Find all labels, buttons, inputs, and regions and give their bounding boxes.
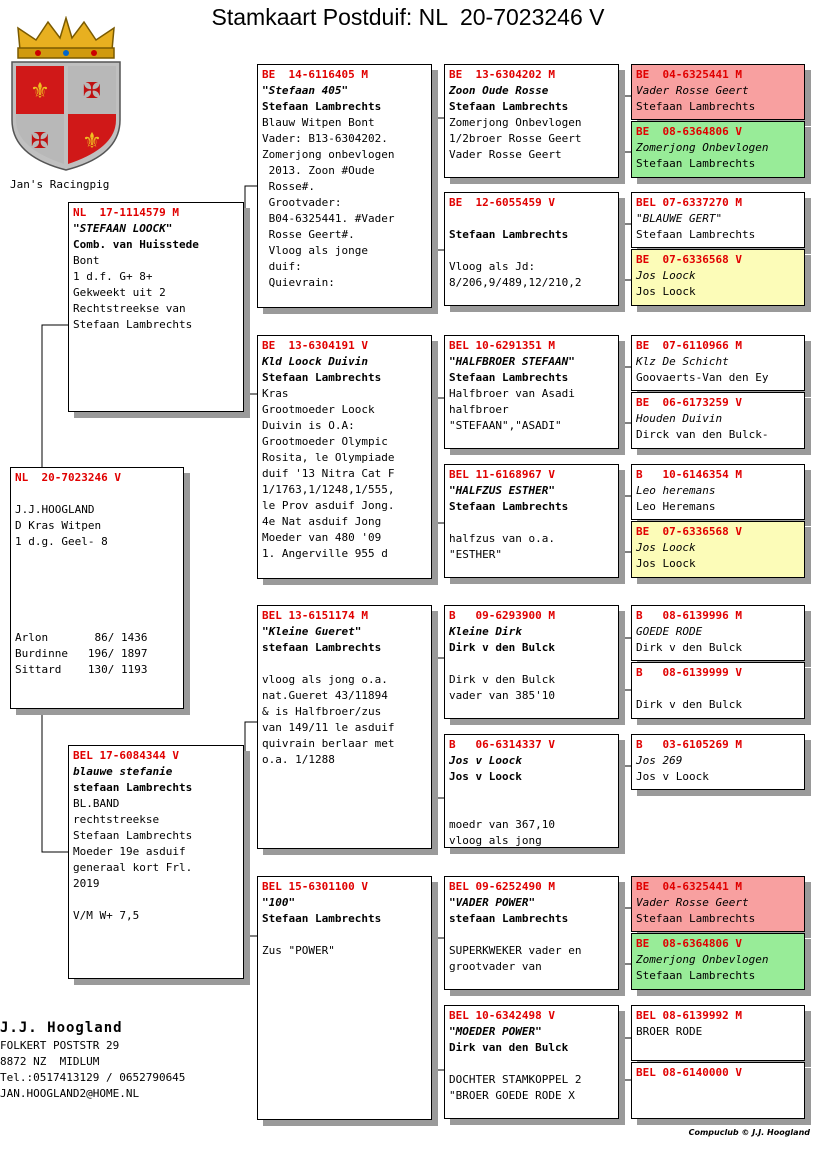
ring-number: BEL 10-6291351 M [449, 339, 555, 352]
info-line [15, 566, 179, 582]
owner-city: 8872 NZ MIDLUM [0, 1055, 100, 1068]
breeder: Dirk van den Bulck [449, 1041, 569, 1054]
loft-name: Jan's Racingpig [10, 178, 110, 191]
pigeon-name [449, 211, 614, 227]
pigeon-card-g5 [631, 335, 805, 391]
ring-number: BE 07-6336568 V [636, 525, 742, 538]
info-line: 2019 [73, 877, 100, 890]
ring-number: BEL 08-6140000 V [636, 1066, 742, 1079]
pigeon-card-g6 [631, 392, 805, 449]
info-line: Kras [262, 387, 289, 400]
info-line: SUPERKWEKER vader en [449, 944, 582, 957]
info-line: BL.BAND [73, 797, 120, 810]
breeder: Jos Loock [636, 557, 696, 570]
info-line: le Prov asduif Jong. [262, 499, 395, 512]
info-line: Stefaan Lambrechts [73, 829, 193, 842]
info-line: Dirk v den Bulck [449, 673, 555, 686]
ring-number: BEL 09-6252490 M [449, 880, 555, 893]
info-line: moedr van 367,10 [449, 818, 555, 831]
info-line: Vloog als Jd: [449, 260, 536, 273]
info-line: vloog als jong o.a. [262, 673, 388, 686]
ring-number: NL 17-1114579 M [73, 206, 179, 219]
pigeon-card-mff [444, 605, 619, 719]
svg-text:✠: ✠ [30, 129, 50, 154]
info-line: Grootmoeder Olympic [262, 435, 388, 448]
info-line: duif '13 Nitra Cat F [262, 467, 395, 480]
info-line: B04-6325441. #Vader [262, 212, 395, 225]
info-line: halfzus van o.a. [449, 532, 555, 545]
pigeon-name: "VADER POWER" [449, 896, 536, 909]
pigeon-name: "HALFZUS ESTHER" [449, 484, 555, 497]
pigeon-name: "Stefaan 405" [262, 84, 349, 97]
pigeon-card-g2 [631, 121, 805, 178]
pigeon-name [636, 1081, 800, 1097]
ring-number: B 08-6139999 V [636, 666, 742, 679]
ring-number: BE 13-6304202 M [449, 68, 555, 81]
breeder: stefaan Lambrechts [449, 912, 569, 925]
svg-text:✠: ✠ [82, 79, 102, 104]
info-line: Moeder van 480 '09 [262, 531, 382, 544]
info-line: vader van 385'10 [449, 689, 555, 702]
pigeon-card-mmm [444, 1005, 619, 1119]
breeder: Stefaan Lambrechts [449, 500, 569, 513]
breeder: Stefaan Lambrechts [262, 371, 382, 384]
info-line: o.a. 1/1288 [262, 753, 335, 766]
ring-number: B 03-6105269 M [636, 738, 742, 751]
info-line: Zomerjong Onbevlogen [449, 116, 582, 129]
breeder: Stefaan Lambrechts [262, 100, 382, 113]
pigeon-name: Zomerjong Onbevlogen [636, 141, 769, 154]
ring-number: BEL 15-6301100 V [262, 880, 368, 893]
owner-name: J.J. Hoogland [0, 1020, 123, 1036]
info-line: rechtstreekse [73, 813, 160, 826]
breeder: stefaan Lambrechts [73, 781, 193, 794]
pigeon-name: BROER RODE [636, 1025, 703, 1038]
info-line: vloog als jong [449, 834, 542, 847]
info-line: DOCHTER STAMKOPPEL 2 [449, 1073, 582, 1086]
pigeon-name: GOEDE RODE [636, 625, 703, 638]
ring-number: BEL 13-6151174 M [262, 609, 368, 622]
pigeon-name: Kld Loock Duivin [262, 355, 368, 368]
breeder: Dirck van den Bulck- [636, 428, 769, 441]
breeder: Jos v Loock [449, 770, 522, 783]
info-line: 1 d.f. G+ 8+ [73, 270, 153, 283]
info-line [449, 785, 614, 801]
pigeon-card-g1 [631, 64, 805, 120]
breeder: Stefaan Lambrechts [636, 157, 756, 170]
pigeon-card-fmm [444, 464, 619, 578]
pigeon-card-g3 [631, 192, 805, 248]
pigeon-card-mother [68, 745, 244, 979]
owner-email: JAN.HOOGLAND2@HOME.NL [0, 1087, 140, 1100]
breeder: Stefaan Lambrechts [262, 912, 382, 925]
breeder: Jos Loock [636, 285, 696, 298]
info-line: Stefaan Lambrechts [73, 318, 193, 331]
pigeon-card-subject [10, 467, 184, 709]
pigeon-card-g13 [631, 876, 805, 932]
info-line [449, 243, 614, 259]
info-line: 1. Angerville 955 d [262, 547, 388, 560]
breeder: Goovaerts-Van den Ey [636, 371, 769, 384]
info-line: 2013. Zoon #Oude [262, 164, 375, 177]
pigeon-card-g9 [631, 605, 805, 661]
info-line: Rosse Geert#. [262, 228, 355, 241]
credit-line: Compuclub © J.J. Hoogland [688, 1128, 810, 1137]
owner-address [0, 1018, 185, 1102]
ring-number: BEL 17-6084344 V [73, 749, 179, 762]
info-line: van 149/11 le asduif [262, 721, 395, 734]
info-line [15, 486, 179, 502]
ring-number: BE 14-6116405 M [262, 68, 368, 81]
pigeon-card-g8 [631, 521, 805, 578]
ring-number: BE 08-6364806 V [636, 125, 742, 138]
ring-number: BE 06-6173259 V [636, 396, 742, 409]
pigeon-name: "MOEDER POWER" [449, 1025, 542, 1038]
pigeon-name [636, 681, 800, 697]
pigeon-card-g11 [631, 734, 805, 790]
info-line [449, 801, 614, 817]
ring-number: BE 13-6304191 V [262, 339, 368, 352]
pigeon-name: Zoon Oude Rosse [449, 84, 549, 97]
pigeon-card-mfm [444, 734, 619, 848]
svg-text:⚜: ⚜ [30, 79, 50, 104]
pigeon-name: "STEFAAN LOOCK" [73, 222, 173, 235]
breeder: Stefaan Lambrechts [636, 100, 756, 113]
race-result: Burdinne 196/ 1897 [15, 647, 148, 660]
info-line: Quievrain: [262, 276, 335, 289]
pigeon-card-mm [257, 876, 432, 1120]
info-line: Duivin is O.A: [262, 419, 355, 432]
info-line [262, 927, 427, 943]
ring-number: BE 07-6336568 V [636, 253, 742, 266]
info-line [15, 614, 179, 630]
ring-number: BE 12-6055459 V [449, 196, 555, 209]
pigeon-name: Jos Loock [636, 541, 696, 554]
pigeon-name: Vader Rosse Geert [636, 84, 749, 97]
ring-number: B 08-6139996 M [636, 609, 742, 622]
breeder: Stefaan Lambrechts [449, 100, 569, 113]
pigeon-card-fmf [444, 335, 619, 449]
pigeon-name: "100" [262, 896, 296, 909]
ring-number: BE 08-6364806 V [636, 937, 742, 950]
info-line: 8/206,9/489,12/210,2 [449, 276, 582, 289]
ring-number: B 09-6293900 M [449, 609, 555, 622]
breeder [636, 1040, 800, 1056]
info-line: "ESTHER" [449, 548, 502, 561]
info-line: Zomerjong onbevlogen [262, 148, 395, 161]
pigeon-name: Jos Loock [636, 269, 696, 282]
info-line [449, 1056, 614, 1072]
owner-phone: Tel.:0517413129 / 0652790645 [0, 1071, 186, 1084]
info-line [449, 515, 614, 531]
breeder [636, 1097, 800, 1113]
info-line: duif: [262, 260, 302, 273]
pigeon-name: Vader Rosse Geert [636, 896, 749, 909]
pigeon-card-father [68, 202, 244, 412]
pigeon-card-g4 [631, 249, 805, 306]
pigeon-name: Kleine Dirk [449, 625, 522, 638]
breeder: Stefaan Lambrechts [449, 228, 569, 241]
info-line: Vloog als jonge [262, 244, 368, 257]
ring-number: BE 04-6325441 M [636, 880, 742, 893]
info-line: Bont [73, 254, 100, 267]
info-line: Rechtstreekse van [73, 302, 186, 315]
breeder: Comb. van Huisstede [73, 238, 199, 251]
info-line: Gekweekt uit 2 [73, 286, 166, 299]
info-line: quivrain berlaar met [262, 737, 395, 750]
pigeon-name: Jos v Loock [449, 754, 522, 767]
pigeon-name: blauwe stefanie [73, 765, 173, 778]
info-line: generaal kort Frl. [73, 861, 193, 874]
ring-number: BE 04-6325441 M [636, 68, 742, 81]
ring-number: BE 07-6110966 M [636, 339, 742, 352]
info-line: 4e Nat asduif Jong [262, 515, 382, 528]
info-line: J.J.HOOGLAND [15, 503, 95, 516]
info-line: halfbroer [449, 403, 509, 416]
info-line: nat.Gueret 43/11894 [262, 689, 388, 702]
info-line: Grootmoeder Loock [262, 403, 375, 416]
ring-number: BEL 10-6342498 V [449, 1009, 555, 1022]
pigeon-name: Zomerjong Onbevlogen [636, 953, 769, 966]
info-line: Vader Rosse Geert [449, 148, 562, 161]
info-line: Blauw Witpen Bont [262, 116, 375, 129]
pigeon-card-ff [257, 64, 432, 308]
breeder: Stefaan Lambrechts [636, 969, 756, 982]
pigeon-card-mmf [444, 876, 619, 990]
pigeon-name: "Kleine Gueret" [262, 625, 362, 638]
pigeon-card-fff [444, 64, 619, 178]
pigeon-name: Houden Duivin [636, 412, 723, 425]
breeder: Dirk v den Bulck [636, 698, 742, 711]
info-line: Zus "POWER" [262, 944, 335, 957]
pigeon-card-g7 [631, 464, 805, 520]
pigeon-name: "BLAUWE GERT" [636, 212, 723, 225]
pigeon-card-mf [257, 605, 432, 849]
info-line: 1/2broer Rosse Geert [449, 132, 582, 145]
ring-number: BEL 07-6337270 M [636, 196, 742, 209]
breeder: Stefaan Lambrechts [449, 371, 569, 384]
info-line [262, 656, 427, 672]
info-line [15, 582, 179, 598]
info-line [15, 598, 179, 614]
info-line: D Kras Witpen [15, 519, 102, 532]
pigeon-card-g15 [631, 1005, 805, 1061]
pigeon-card-g10 [631, 662, 805, 719]
info-line [449, 927, 614, 943]
info-line: "STEFAAN","ASADI" [449, 419, 562, 432]
breeder: Stefaan Lambrechts [636, 912, 756, 925]
pigeon-name: Klz De Schicht [636, 355, 729, 368]
pigeon-name: "HALFBROER STEFAAN" [449, 355, 575, 368]
owner-street: FOLKERT POSTSTR 29 [0, 1039, 120, 1052]
ring-number: B 06-6314337 V [449, 738, 555, 751]
info-line: Halfbroer van Asadi [449, 387, 575, 400]
pigeon-card-ffm [444, 192, 619, 306]
info-line: 1/1763,1/1248,1/555, [262, 483, 395, 496]
info-line: grootvader van [449, 960, 542, 973]
info-line: Rosse#. [262, 180, 315, 193]
race-result: Arlon 86/ 1436 [15, 631, 148, 644]
breeder: Stefaan Lambrechts [636, 228, 756, 241]
ring-number: B 10-6146354 M [636, 468, 742, 481]
ring-number: NL 20-7023246 V [15, 471, 121, 484]
info-line: & is Halfbroer/zus [262, 705, 382, 718]
race-result: Sittard 130/ 1193 [15, 663, 148, 676]
info-line: 1 d.g. Geel- 8 [15, 535, 108, 548]
ring-number: BEL 11-6168967 V [449, 468, 555, 481]
pigeon-name: Jos 269 [636, 754, 683, 767]
info-line: Moeder 19e asduif [73, 845, 186, 858]
info-line: Vader: B13-6304202. [262, 132, 388, 145]
breeder: stefaan Lambrechts [262, 641, 382, 654]
breeder: Dirk v den Bulck [636, 641, 742, 654]
info-line [449, 656, 614, 672]
info-line: Rosita, le Olympiade [262, 451, 395, 464]
pigeon-card-g14 [631, 933, 805, 990]
pigeon-card-g16 [631, 1062, 805, 1119]
pigeon-name: Leo heremans [636, 484, 716, 497]
svg-text:⚜: ⚜ [82, 129, 102, 154]
page-title: Stamkaart Postduif: NL 20-7023246 V [211, 4, 605, 30]
info-line: "BROER GOEDE RODE X [449, 1089, 575, 1102]
pigeon-card-fm [257, 335, 432, 579]
info-line [73, 892, 239, 908]
info-line: Grootvader: [262, 196, 342, 209]
breeder: Dirk v den Bulck [449, 641, 555, 654]
info-line [15, 550, 179, 566]
ring-number: BEL 08-6139992 M [636, 1009, 742, 1022]
breeder: Leo Heremans [636, 500, 716, 513]
breeder: Jos v Loock [636, 770, 709, 783]
info-line: V/M W+ 7,5 [73, 909, 140, 922]
